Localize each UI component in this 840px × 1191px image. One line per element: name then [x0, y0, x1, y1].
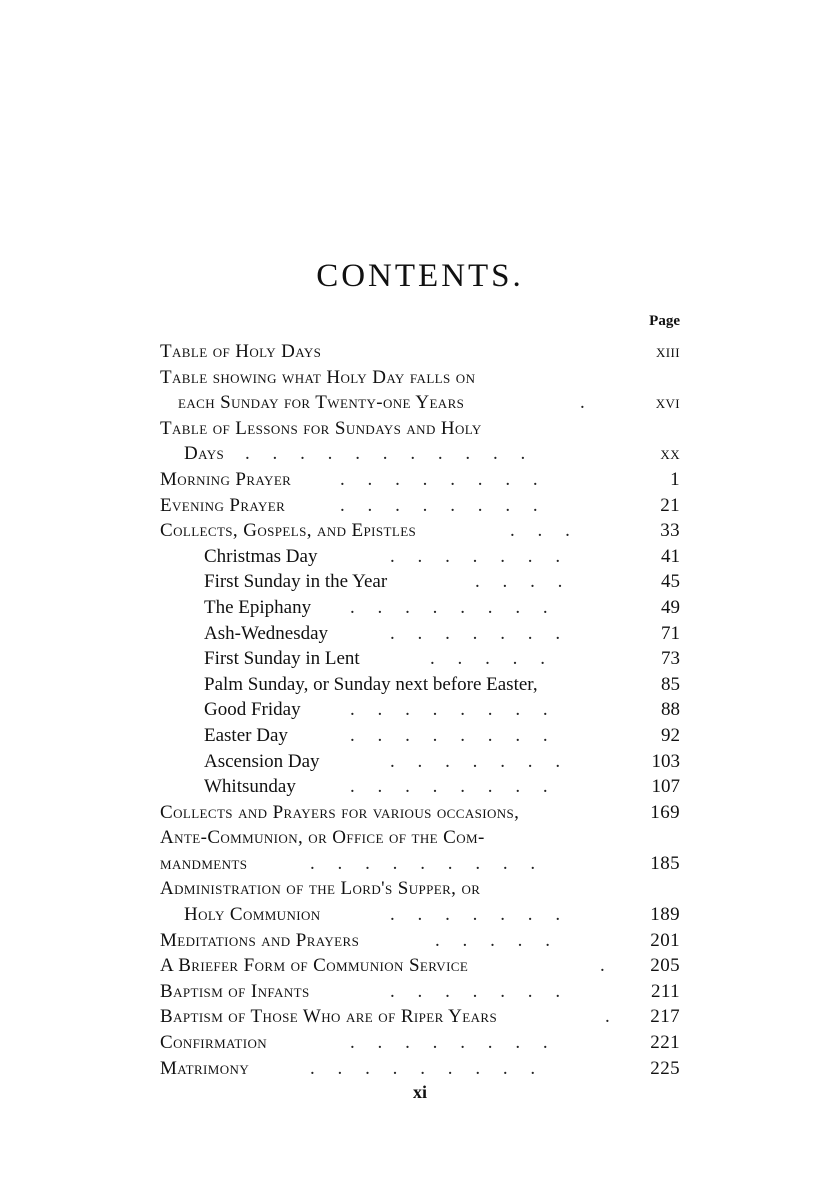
page-number: xi	[412, 1082, 427, 1102]
toc-entry[interactable]: Meditations and Prayers . . . . . 201	[160, 929, 680, 951]
toc-entry[interactable]: Table of Lessons for Sundays and Holy	[160, 417, 482, 439]
contents-list	[160, 339, 680, 1081]
toc-entry[interactable]: Christmas Day . . . . . . . 41	[204, 545, 680, 567]
toc-entry[interactable]: Collects and Prayers for various occasions, 169	[160, 801, 680, 823]
toc-entry[interactable]: Administration of the Lord's Supper, or	[160, 878, 481, 900]
toc-entry[interactable]: First Sunday in the Year . . . . 45	[204, 571, 680, 593]
toc-entry[interactable]: First Sunday in Lent . . . . . 73	[204, 648, 680, 670]
toc-entry[interactable]: Collects, Gospels, and Epistles . . . 33	[160, 520, 680, 542]
toc-entry[interactable]: mandments . . . . . . . . . 185	[160, 852, 680, 874]
toc-entry[interactable]: Evening Prayer . . . . . . . . 21	[160, 494, 680, 516]
toc-entry[interactable]: Ash-Wednesday . . . . . . . 71	[204, 622, 680, 644]
toc-entry[interactable]: A Briefer Form of Communion Service . 205	[160, 955, 680, 977]
toc-entry[interactable]: Matrimony . . . . . . . . . 225	[160, 1057, 680, 1079]
toc-entry[interactable]: each Sunday for Twenty-one Years . xvi	[178, 392, 680, 414]
page-column-label: Page	[649, 313, 680, 329]
toc-entry[interactable]: Table showing what Holy Day falls on	[160, 366, 476, 388]
page-title: CONTENTS.	[316, 258, 524, 294]
toc-entry[interactable]: Baptism of Infants . . . . . . . 211	[160, 980, 680, 1002]
toc-entry[interactable]: Table of Holy Days xiii	[160, 341, 680, 362]
toc-entry[interactable]: Baptism of Those Who are of Riper Years . 217	[160, 1006, 680, 1028]
toc-entry[interactable]: Confirmation . . . . . . . . 221	[160, 1032, 680, 1054]
toc-entry[interactable]: The Epiphany . . . . . . . . 49	[204, 596, 680, 618]
toc-entry[interactable]: Holy Communion . . . . . . . 189	[184, 904, 680, 926]
toc-entry[interactable]: Days . . . . . . . . . . . xx	[184, 443, 680, 465]
toc-entry[interactable]: Palm Sunday, or Sunday next before Easter, 85	[204, 673, 680, 695]
toc-entry[interactable]: Morning Prayer . . . . . . . . 1	[160, 468, 680, 490]
toc-entry[interactable]: Ante-Communion, or Office of the Com-	[160, 827, 485, 849]
toc-entry[interactable]: Whitsunday . . . . . . . . 107	[204, 776, 680, 798]
toc-entry[interactable]: Easter Day . . . . . . . . 92	[204, 724, 680, 746]
toc-entry[interactable]: Good Friday . . . . . . . . 88	[204, 699, 680, 721]
toc-entry[interactable]: Ascension Day . . . . . . . 103	[204, 750, 680, 772]
